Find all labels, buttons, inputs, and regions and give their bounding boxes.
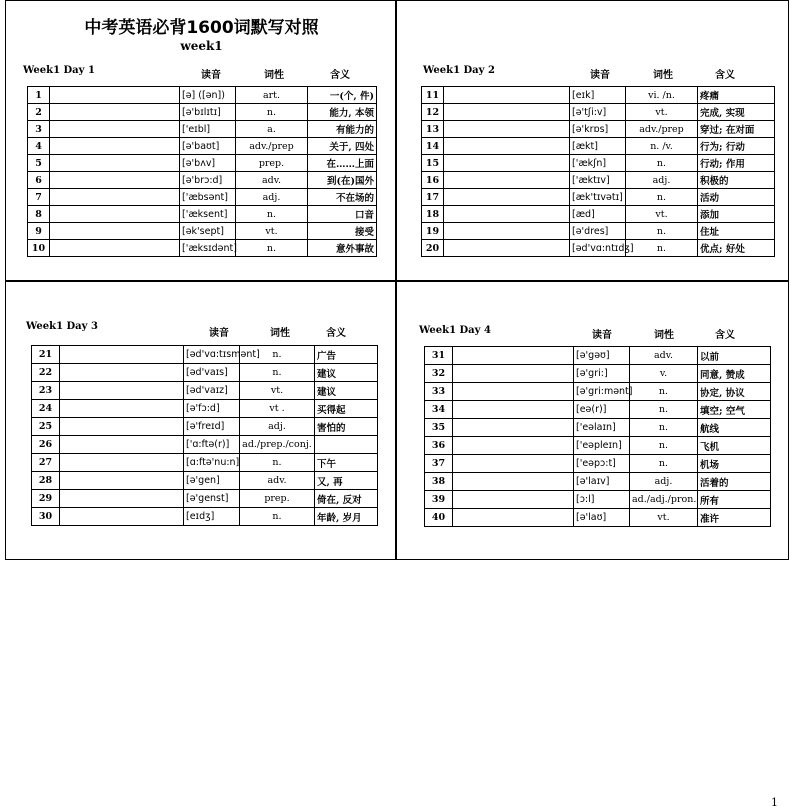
meaning-cell: 下午 xyxy=(315,454,378,472)
word-number: 2 xyxy=(28,104,50,121)
meaning-cell: 所有 xyxy=(698,491,771,509)
word-table xyxy=(424,346,771,527)
header-part-of-speech: 词性 xyxy=(653,70,673,81)
pronunciation-cell: [ə'laɪv] xyxy=(574,473,630,491)
part-of-speech-cell: n. xyxy=(626,223,698,240)
table-row xyxy=(422,104,775,121)
word-blank-cell xyxy=(60,454,184,472)
document-title: 中考英语必背1600词默写对照 xyxy=(84,18,319,38)
part-of-speech-cell: n. xyxy=(630,437,698,455)
part-of-speech-cell: prep. xyxy=(236,155,308,172)
header-part-of-speech: 词性 xyxy=(270,328,290,339)
meaning-cell: 优点; 好处 xyxy=(698,240,775,257)
pronunciation-cell: [ə] ([ən]) xyxy=(180,87,236,104)
pronunciation-cell: [ə'tʃi:v] xyxy=(570,104,626,121)
meaning-cell: 倚在, 反对 xyxy=(315,490,378,508)
part-of-speech-cell: n. xyxy=(236,240,308,257)
word-blank-cell xyxy=(444,155,570,172)
table-row xyxy=(425,491,771,509)
header-part-of-speech: 词性 xyxy=(264,70,284,81)
part-of-speech-cell: n. /v. xyxy=(626,138,698,155)
word-number: 38 xyxy=(425,473,453,491)
meaning-cell: 建议 xyxy=(315,364,378,382)
meaning-cell: 完成, 实现 xyxy=(698,104,775,121)
table-row xyxy=(425,419,771,437)
meaning-cell: 飞机 xyxy=(698,437,771,455)
meaning-cell: 住址 xyxy=(698,223,775,240)
word-blank-cell xyxy=(453,491,574,509)
word-blank-cell xyxy=(60,508,184,526)
word-blank-cell xyxy=(444,87,570,104)
day4-panel xyxy=(396,281,789,809)
pronunciation-cell: [əd'vɑ:ntɪdʒ] xyxy=(570,240,626,257)
word-blank-cell xyxy=(50,121,180,138)
word-blank-cell xyxy=(60,472,184,490)
meaning-cell: 在……上面 xyxy=(308,155,377,172)
pronunciation-cell: ['eɪbl] xyxy=(180,121,236,138)
word-number: 16 xyxy=(422,172,444,189)
part-of-speech-cell: n. xyxy=(626,155,698,172)
word-blank-cell xyxy=(444,104,570,121)
word-number: 13 xyxy=(422,121,444,138)
word-blank-cell xyxy=(453,455,574,473)
table-row xyxy=(32,436,378,454)
part-of-speech-cell: n. xyxy=(630,419,698,437)
part-of-speech-cell: n. xyxy=(630,401,698,419)
table-row xyxy=(32,508,378,526)
table-row xyxy=(28,172,377,189)
pronunciation-cell: [eɪdʒ] xyxy=(184,508,240,526)
word-number: 33 xyxy=(425,383,453,401)
header-meaning: 含义 xyxy=(326,328,346,339)
part-of-speech-cell: vt. xyxy=(626,206,698,223)
word-number: 11 xyxy=(422,87,444,104)
word-blank-cell xyxy=(60,364,184,382)
table-row xyxy=(425,401,771,419)
table-row xyxy=(425,383,771,401)
part-of-speech-cell: n. xyxy=(236,104,308,121)
header-meaning: 含义 xyxy=(715,330,735,341)
word-number: 15 xyxy=(422,155,444,172)
table-row xyxy=(32,418,378,436)
part-of-speech-cell: vt. xyxy=(630,509,698,527)
part-of-speech-cell: adv. xyxy=(240,472,315,490)
pronunciation-cell: [eɪk] xyxy=(570,87,626,104)
meaning-cell: 行动; 作用 xyxy=(698,155,775,172)
pronunciation-cell: [əd'vaɪz] xyxy=(184,382,240,400)
meaning-cell: 以前 xyxy=(698,347,771,365)
meaning-cell: 协定, 协议 xyxy=(698,383,771,401)
part-of-speech-cell: v. xyxy=(630,365,698,383)
part-of-speech-cell: n. xyxy=(630,383,698,401)
pronunciation-cell: ['eəlaɪn] xyxy=(574,419,630,437)
day2-panel xyxy=(396,0,789,281)
pronunciation-cell: ['eəpɔ:t] xyxy=(574,455,630,473)
word-number: 34 xyxy=(425,401,453,419)
pronunciation-cell: [ə'laʊ] xyxy=(574,509,630,527)
table-row xyxy=(28,155,377,172)
word-blank-cell xyxy=(60,418,184,436)
meaning-cell: 活着的 xyxy=(698,473,771,491)
header-pronunciation: 读音 xyxy=(590,70,610,81)
word-number: 1 xyxy=(28,87,50,104)
word-blank-cell xyxy=(453,419,574,437)
part-of-speech-cell: n. xyxy=(630,455,698,473)
pronunciation-cell: [ə'genst] xyxy=(184,490,240,508)
word-blank-cell xyxy=(60,490,184,508)
pronunciation-cell: [ɔ:l] xyxy=(574,491,630,509)
meaning-cell: 建议 xyxy=(315,382,378,400)
meaning-cell: 有能力的 xyxy=(308,121,377,138)
word-number: 35 xyxy=(425,419,453,437)
part-of-speech-cell: n. xyxy=(240,454,315,472)
word-blank-cell xyxy=(50,223,180,240)
word-number: 4 xyxy=(28,138,50,155)
meaning-cell: 能力, 本领 xyxy=(308,104,377,121)
header-pronunciation: 读音 xyxy=(592,330,612,341)
word-blank-cell xyxy=(444,240,570,257)
table-row xyxy=(32,364,378,382)
pronunciation-cell: [ə'brɔ:d] xyxy=(180,172,236,189)
word-blank-cell xyxy=(453,473,574,491)
part-of-speech-cell: n. xyxy=(240,508,315,526)
word-blank-cell xyxy=(444,189,570,206)
meaning-cell: 口音 xyxy=(308,206,377,223)
meaning-cell: 同意, 赞成 xyxy=(698,365,771,383)
word-blank-cell xyxy=(453,437,574,455)
word-number: 23 xyxy=(32,382,60,400)
word-blank-cell xyxy=(453,383,574,401)
word-blank-cell xyxy=(50,206,180,223)
table-row xyxy=(28,138,377,155)
part-of-speech-cell: n. xyxy=(236,206,308,223)
word-blank-cell xyxy=(444,121,570,138)
meaning-cell: 航线 xyxy=(698,419,771,437)
meaning-cell: 又, 再 xyxy=(315,472,378,490)
pronunciation-cell: [ə'gəʊ] xyxy=(574,347,630,365)
part-of-speech-cell: n. xyxy=(626,240,698,257)
pronunciation-cell: [ə'fɔ:d] xyxy=(184,400,240,418)
part-of-speech-cell: n. xyxy=(240,364,315,382)
pronunciation-cell: ['æbsənt] xyxy=(180,189,236,206)
header-pronunciation: 读音 xyxy=(201,70,221,81)
part-of-speech-cell: n. xyxy=(240,346,315,364)
pronunciation-cell: [ə'baʊt] xyxy=(180,138,236,155)
part-of-speech-cell: adj. xyxy=(240,418,315,436)
meaning-cell: 一(个, 件) xyxy=(308,87,377,104)
table-row xyxy=(425,509,771,527)
table-row xyxy=(422,223,775,240)
pronunciation-cell: [ə'gri:] xyxy=(574,365,630,383)
table-row xyxy=(28,223,377,240)
word-table xyxy=(421,86,775,257)
meaning-cell: 买得起 xyxy=(315,400,378,418)
word-number: 28 xyxy=(32,472,60,490)
pronunciation-cell: ['æktɪv] xyxy=(570,172,626,189)
part-of-speech-cell: ad./adj./pron. xyxy=(630,491,698,509)
word-number: 10 xyxy=(28,240,50,257)
word-number: 40 xyxy=(425,509,453,527)
word-blank-cell xyxy=(50,189,180,206)
word-blank-cell xyxy=(50,155,180,172)
word-number: 5 xyxy=(28,155,50,172)
word-number: 30 xyxy=(32,508,60,526)
word-number: 17 xyxy=(422,189,444,206)
pronunciation-cell: [ə'bɪlɪtɪ] xyxy=(180,104,236,121)
pronunciation-cell: [ə'gri:mənt] xyxy=(574,383,630,401)
table-row xyxy=(28,240,377,257)
pronunciation-cell: [æk'tɪvətɪ] xyxy=(570,189,626,206)
word-number: 12 xyxy=(422,104,444,121)
word-number: 18 xyxy=(422,206,444,223)
pronunciation-cell: [ɑ:ftə'nu:n] xyxy=(184,454,240,472)
table-row xyxy=(28,87,377,104)
word-number: 22 xyxy=(32,364,60,382)
table-row xyxy=(32,382,378,400)
header-meaning: 含义 xyxy=(715,70,735,81)
section-label: Week1 Day 4 xyxy=(419,325,491,336)
table-row xyxy=(28,206,377,223)
part-of-speech-cell: vi. /n. xyxy=(626,87,698,104)
part-of-speech-cell: a. xyxy=(236,121,308,138)
meaning-cell: 疼痛 xyxy=(698,87,775,104)
day1-panel xyxy=(5,0,396,281)
pronunciation-cell: ['ɑ:ftə(r)] xyxy=(184,436,240,454)
word-number: 32 xyxy=(425,365,453,383)
pronunciation-cell: [ə'krɒs] xyxy=(570,121,626,138)
table-row xyxy=(32,346,378,364)
meaning-cell: 积极的 xyxy=(698,172,775,189)
part-of-speech-cell: vt. xyxy=(626,104,698,121)
meaning-cell: 准许 xyxy=(698,509,771,527)
meaning-cell: 接受 xyxy=(308,223,377,240)
word-number: 8 xyxy=(28,206,50,223)
word-number: 25 xyxy=(32,418,60,436)
word-blank-cell xyxy=(50,138,180,155)
part-of-speech-cell: adv. xyxy=(236,172,308,189)
word-number: 24 xyxy=(32,400,60,418)
pronunciation-cell: [ækt] xyxy=(570,138,626,155)
pronunciation-cell: [əd'vaɪs] xyxy=(184,364,240,382)
page-number: 1 xyxy=(771,796,778,809)
table-row xyxy=(422,206,775,223)
part-of-speech-cell: adj. xyxy=(626,172,698,189)
pronunciation-cell: [æd] xyxy=(570,206,626,223)
pronunciation-cell: [əd'vɑ:tɪsmənt] xyxy=(184,346,240,364)
part-of-speech-cell: ad./prep./conj. xyxy=(240,436,315,454)
word-number: 9 xyxy=(28,223,50,240)
word-number: 39 xyxy=(425,491,453,509)
table-row xyxy=(422,240,775,257)
meaning-cell: 机场 xyxy=(698,455,771,473)
section-label: Week1 Day 1 xyxy=(23,65,95,76)
word-number: 31 xyxy=(425,347,453,365)
word-number: 7 xyxy=(28,189,50,206)
meaning-cell: 年龄, 岁月 xyxy=(315,508,378,526)
table-row xyxy=(32,472,378,490)
word-blank-cell xyxy=(50,172,180,189)
meaning-cell xyxy=(315,436,378,454)
word-blank-cell xyxy=(444,172,570,189)
table-row xyxy=(32,490,378,508)
part-of-speech-cell: adv./prep xyxy=(626,121,698,138)
pronunciation-cell: ['eəpleɪn] xyxy=(574,437,630,455)
pronunciation-cell: [ə'gen] xyxy=(184,472,240,490)
meaning-cell: 活动 xyxy=(698,189,775,206)
pronunciation-cell: ['ækʃn] xyxy=(570,155,626,172)
table-row xyxy=(422,121,775,138)
word-number: 3 xyxy=(28,121,50,138)
part-of-speech-cell: art. xyxy=(236,87,308,104)
part-of-speech-cell: n. xyxy=(626,189,698,206)
word-number: 36 xyxy=(425,437,453,455)
part-of-speech-cell: adj. xyxy=(630,473,698,491)
pronunciation-cell: [ə'bʌv] xyxy=(180,155,236,172)
part-of-speech-cell: adv./prep xyxy=(236,138,308,155)
document-subtitle: week1 xyxy=(180,39,223,53)
word-blank-cell xyxy=(50,104,180,121)
meaning-cell: 穿过; 在对面 xyxy=(698,121,775,138)
word-number: 6 xyxy=(28,172,50,189)
word-number: 14 xyxy=(422,138,444,155)
table-row xyxy=(422,87,775,104)
header-meaning: 含义 xyxy=(330,70,350,81)
part-of-speech-cell: adj. xyxy=(236,189,308,206)
part-of-speech-cell: vt. xyxy=(240,382,315,400)
word-table xyxy=(31,345,378,526)
day3-panel xyxy=(5,281,396,560)
meaning-cell: 不在场的 xyxy=(308,189,377,206)
pronunciation-cell: ['æksɪdənt] xyxy=(180,240,236,257)
word-number: 27 xyxy=(32,454,60,472)
table-row xyxy=(425,473,771,491)
pronunciation-cell: [ək'sept] xyxy=(180,223,236,240)
pronunciation-cell: [ə'dres] xyxy=(570,223,626,240)
word-blank-cell xyxy=(444,138,570,155)
header-pronunciation: 读音 xyxy=(209,328,229,339)
word-number: 20 xyxy=(422,240,444,257)
meaning-cell: 行为; 行动 xyxy=(698,138,775,155)
word-number: 29 xyxy=(32,490,60,508)
part-of-speech-cell: prep. xyxy=(240,490,315,508)
table-row xyxy=(28,104,377,121)
table-row xyxy=(422,155,775,172)
word-blank-cell xyxy=(453,509,574,527)
table-row xyxy=(422,172,775,189)
table-row xyxy=(425,437,771,455)
word-blank-cell xyxy=(453,347,574,365)
word-blank-cell xyxy=(60,436,184,454)
meaning-cell: 到(在)国外 xyxy=(308,172,377,189)
word-number: 37 xyxy=(425,455,453,473)
pronunciation-cell: [eə(r)] xyxy=(574,401,630,419)
meaning-cell: 害怕的 xyxy=(315,418,378,436)
table-row xyxy=(422,189,775,206)
word-blank-cell xyxy=(50,87,180,104)
section-label: Week1 Day 2 xyxy=(423,65,495,76)
word-blank-cell xyxy=(60,400,184,418)
word-blank-cell xyxy=(60,382,184,400)
part-of-speech-cell: adv. xyxy=(630,347,698,365)
table-row xyxy=(32,400,378,418)
part-of-speech-cell: vt . xyxy=(240,400,315,418)
meaning-cell: 关于, 四处 xyxy=(308,138,377,155)
meaning-cell: 意外事故 xyxy=(308,240,377,257)
word-blank-cell xyxy=(444,223,570,240)
part-of-speech-cell: vt. xyxy=(236,223,308,240)
word-blank-cell xyxy=(50,240,180,257)
table-row xyxy=(425,455,771,473)
meaning-cell: 填空; 空气 xyxy=(698,401,771,419)
word-blank-cell xyxy=(453,401,574,419)
header-part-of-speech: 词性 xyxy=(654,330,674,341)
word-number: 21 xyxy=(32,346,60,364)
word-number: 26 xyxy=(32,436,60,454)
pronunciation-cell: [ə'freɪd] xyxy=(184,418,240,436)
table-row xyxy=(28,121,377,138)
meaning-cell: 广告 xyxy=(315,346,378,364)
table-row xyxy=(425,365,771,383)
pronunciation-cell: ['æksent] xyxy=(180,206,236,223)
word-blank-cell xyxy=(60,346,184,364)
word-number: 19 xyxy=(422,223,444,240)
table-row xyxy=(425,347,771,365)
word-table xyxy=(27,86,377,257)
table-row xyxy=(28,189,377,206)
word-blank-cell xyxy=(444,206,570,223)
word-blank-cell xyxy=(453,365,574,383)
section-label: Week1 Day 3 xyxy=(26,321,98,332)
meaning-cell: 添加 xyxy=(698,206,775,223)
table-row xyxy=(32,454,378,472)
table-row xyxy=(422,138,775,155)
